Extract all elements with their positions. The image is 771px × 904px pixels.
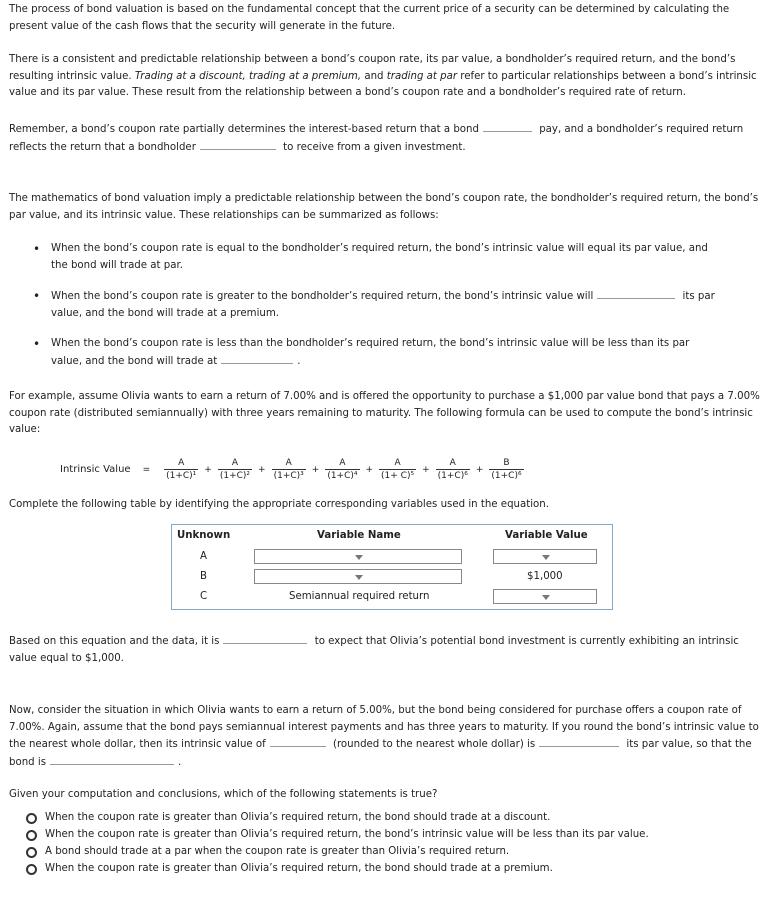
remember-text-3: to receive from a given investment.	[283, 141, 466, 153]
relationship-text-1: There is a consistent and predictable relationship between a bond’s coupon rate, its par value, a bondholder’s required return, and the bond’s resulting intrinsic value.	[9, 54, 736, 82]
chevron-down-icon	[542, 595, 550, 600]
option-1-radio[interactable]	[26, 813, 37, 824]
term-numerator: B	[503, 458, 510, 468]
now-text-3: its par value, so that the bond is	[9, 739, 752, 768]
row-c-value-select[interactable]	[493, 589, 597, 604]
term-numerator: A	[394, 458, 401, 468]
bullet-less-text-2: .	[297, 355, 301, 367]
bullet-less-text-1: When the bond’s coupon rate is less than the bondholder’s required return, the bond’s intrinsic value will be less than its par value, and the bond will trade at	[51, 338, 690, 367]
formula-term	[379, 458, 416, 482]
based-paragraph	[9, 633, 767, 667]
relationship-text-3: refer to particular relationships between a bond’s intrinsic value and its par value. These result from the relationship between a bond’s coupon rate and a bondholder’s required rate of return.	[9, 70, 757, 98]
header-variable-value: Variable Value	[505, 530, 588, 541]
formula-term	[436, 458, 470, 482]
now-text-1: Now, consider the situation in which Olivia wants to earn a return of 5.00%, but the bond being considered for purchase offers a coupon rate of 7.00%. Again, assume that the bond pays semiannual interest payments and has three years to maturity. If you round the bond’s intrinsic value to the nearest whole dollar, then its intrinsic value of	[9, 705, 759, 750]
relationship-italic-2: trading at par	[386, 70, 458, 82]
formula-term	[272, 458, 306, 482]
bond-pay-dropdown[interactable]	[483, 121, 532, 132]
intrinsic-vs-par-dropdown[interactable]	[597, 288, 675, 299]
remember-text-2: pay, and a bondholder’s required return reflects the return that a bondholder	[9, 124, 744, 153]
chevron-down-icon	[355, 555, 363, 560]
term-denominator: (1+ C)⁵	[381, 471, 415, 481]
relationship-bullets	[32, 241, 722, 384]
term-denominator: (1+C)⁶	[437, 471, 468, 481]
formula-plus: +	[365, 464, 374, 475]
header-unknown: Unknown	[177, 530, 231, 541]
remember-paragraph	[9, 121, 767, 156]
option-2-radio[interactable]	[26, 830, 37, 841]
row-b-name-select[interactable]	[254, 569, 462, 584]
row-b-unknown: B	[200, 571, 207, 582]
option-2-label[interactable]: When the coupon rate is greater than Olivia’s required return, the bond’s intrinsic value will be less than its par value.	[45, 829, 649, 840]
intrinsic-value-formula	[60, 455, 526, 485]
formula-equals: =	[142, 464, 151, 475]
term-numerator: A	[231, 458, 239, 468]
table-instruction: Complete the following table by identifying the appropriate corresponding variables used in the equation.	[9, 499, 549, 510]
formula-term	[489, 458, 523, 482]
term-numerator: A	[285, 458, 292, 468]
term-numerator: A	[178, 458, 185, 468]
relationship-paragraph	[9, 52, 767, 102]
intro-paragraph: The process of bond valuation is based on the fundamental concept that the current price of a security can be determined by calculating the present value of the cash flows that the security will generate in the future.	[9, 4, 730, 32]
bullet-greater	[32, 288, 722, 322]
bullet-less	[32, 336, 722, 370]
row-a-unknown: A	[200, 551, 207, 562]
formula-plus: +	[311, 464, 320, 475]
relationship-text-2: and	[361, 70, 387, 82]
option-1-label[interactable]: When the coupon rate is greater than Olivia’s required return, the bond should trade at a discount.	[45, 812, 551, 823]
row-c-name: Semiannual required return	[289, 591, 430, 602]
term-numerator: A	[339, 458, 346, 468]
formula-plus: +	[204, 464, 212, 475]
chevron-down-icon	[355, 575, 363, 580]
bullet-equal-text: When the bond’s coupon rate is equal to the bondholder’s required return, the bond’s intrinsic value will equal its par value, and the bond will trade at par.	[51, 243, 708, 271]
chevron-down-icon	[542, 555, 550, 560]
trade-at-dropdown[interactable]	[221, 353, 293, 364]
term-denominator: (1+C)³	[273, 471, 304, 481]
row-a-name-select[interactable]	[254, 549, 462, 564]
relationship-italic-1: Trading at a discount, trading at a premium,	[134, 70, 362, 82]
variables-table	[171, 524, 613, 610]
formula-plus: +	[258, 464, 266, 475]
row-a-value-select[interactable]	[493, 549, 597, 564]
based-text-2: to expect that Olivia’s potential bond investment is currently exhibiting an intrinsic value equal to $1,000.	[9, 636, 739, 664]
formula-plus: +	[475, 464, 484, 475]
formula-label: Intrinsic Value	[60, 463, 131, 475]
example-paragraph: For example, assume Olivia wants to earn a return of 7.00% and is offered the opportunity to purchase a $1,000 par value bond that pays a 7.00% coupon rate (distributed semiannually) with three years remaining to maturity. The following formula can be used to compute the bond’s intrinsic value:	[9, 391, 760, 435]
based-text-1: Based on this equation and the data, it is	[9, 636, 220, 647]
reasonable-dropdown[interactable]	[223, 633, 307, 644]
intrinsic-value-input[interactable]	[270, 736, 326, 747]
option-3-radio[interactable]	[26, 847, 37, 858]
bond-trading-dropdown[interactable]	[50, 754, 174, 765]
term-numerator: A	[449, 458, 456, 468]
formula-term	[218, 458, 252, 482]
term-denominator: (1+C)²	[219, 471, 251, 481]
formula-plus: +	[422, 464, 430, 475]
header-variable-name: Variable Name	[317, 530, 401, 541]
formula-term	[325, 458, 359, 482]
row-b-value: $1,000	[527, 571, 563, 582]
option-4-label[interactable]: When the coupon rate is greater than Olivia’s required return, the bond should trade at a premium.	[45, 863, 553, 874]
compare-par-dropdown[interactable]	[539, 736, 619, 747]
row-c-unknown: C	[200, 591, 208, 602]
now-paragraph	[9, 703, 767, 771]
option-3-label[interactable]: A bond should trade at a par when the coupon rate is greater than Olivia’s required return.	[45, 846, 510, 857]
bullet-greater-text-1: When the bond’s coupon rate is greater to the bondholder’s required return, the bond’s intrinsic value will	[51, 291, 594, 302]
remember-text-1: Remember, a bond’s coupon rate partially determines the interest-based return that a bond	[9, 124, 479, 135]
term-denominator: (1+C)⁶	[491, 471, 522, 481]
bondholder-return-dropdown[interactable]	[200, 139, 276, 150]
mathematics-paragraph: The mathematics of bond valuation imply a predictable relationship between the bond’s coupon rate, the bondholder’s required return, the bond’s par value, and its intrinsic value. These relationships can be summarized as follows:	[9, 193, 759, 221]
bullet-greater-text-2: its par value, and the bond will trade at a premium.	[51, 291, 715, 319]
term-denominator: (1+C)¹	[166, 471, 197, 481]
now-text-2: (rounded to the nearest whole dollar) is	[332, 739, 536, 750]
question-text: Given your computation and conclusions, which of the following statements is true?	[9, 789, 438, 800]
now-text-4: .	[178, 756, 182, 768]
option-4-radio[interactable]	[26, 864, 37, 875]
formula-term	[164, 458, 198, 482]
term-denominator: (1+C)⁴	[327, 471, 358, 481]
bullet-equal	[32, 241, 722, 274]
